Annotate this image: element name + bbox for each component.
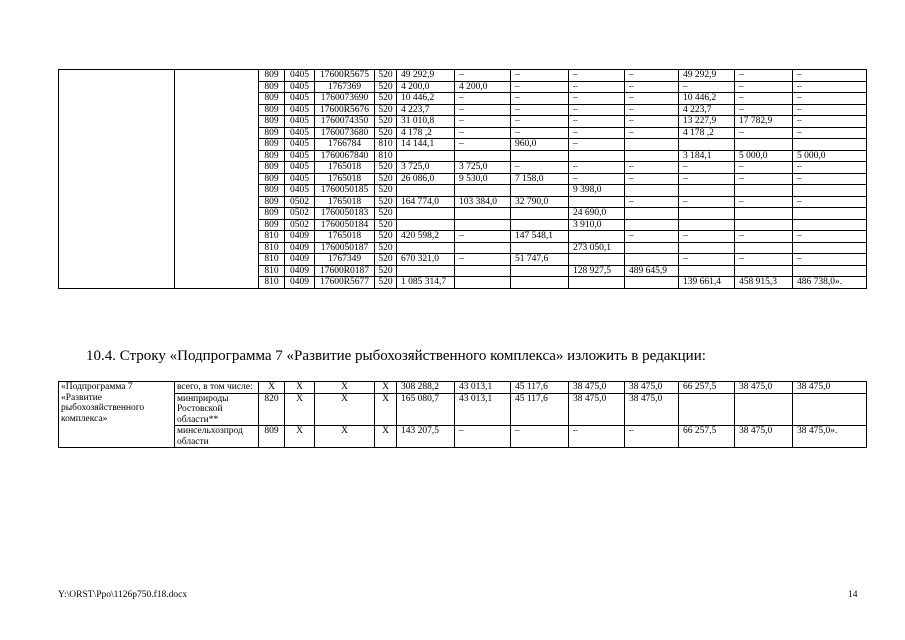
table-cell: [511, 277, 569, 289]
table-cell: –: [511, 93, 569, 105]
table-cell: [735, 219, 793, 231]
table-cell: Х: [285, 426, 315, 448]
table-cell: [735, 242, 793, 254]
table-cell: –: [569, 173, 625, 185]
table-cell: 520: [375, 242, 397, 254]
table-cell: [625, 242, 679, 254]
table-cell: 670 321,0: [397, 254, 455, 266]
table-cell: [735, 185, 793, 197]
executor-cell: [175, 70, 259, 289]
table-cell: 0405: [285, 127, 315, 139]
table-cell: Х: [285, 382, 315, 394]
table-cell: –: [511, 116, 569, 128]
table-cell: [397, 265, 455, 277]
table-cell: [793, 393, 867, 426]
table-cell: 0405: [285, 116, 315, 128]
table-cell: –: [455, 139, 511, 151]
table-cell: 0405: [285, 150, 315, 162]
table-cell: Х: [285, 393, 315, 426]
table-cell: –: [455, 93, 511, 105]
section-heading: 10.4. Строку «Подпрограмма 7 «Развитие рыбохозяйственного комплекса» изложить в редакции:: [86, 348, 706, 364]
table-cell: 164 774,0: [397, 196, 455, 208]
table-cell: –: [735, 162, 793, 174]
table-cell: 809: [259, 219, 285, 231]
table-row: [59, 70, 867, 82]
table-cell: –: [793, 81, 867, 93]
table-cell: 43 013,1: [455, 393, 511, 426]
table-cell: [735, 265, 793, 277]
table-cell: 1 085 314,7: [397, 277, 455, 289]
table-cell: 308 288,2: [397, 382, 455, 394]
table-cell: 17 782,9: [735, 116, 793, 128]
table-cell: 809: [259, 162, 285, 174]
table-cell: 960,0: [511, 139, 569, 151]
table-cell: 4 200,0: [455, 81, 511, 93]
table-cell: 4 223,7: [679, 104, 735, 116]
table-cell: –: [735, 231, 793, 243]
table-cell: 520: [375, 162, 397, 174]
table-cell: 24 690,0: [569, 208, 625, 220]
table-cell: 4 178 ,2: [397, 127, 455, 139]
table-cell: 0502: [285, 219, 315, 231]
page-number: 14: [848, 590, 858, 600]
table-cell: 520: [375, 104, 397, 116]
table-cell: [793, 208, 867, 220]
table-cell: 520: [375, 208, 397, 220]
table-cell: 809: [259, 70, 285, 82]
table-cell: 273 050,1: [569, 242, 625, 254]
table-cell: –: [511, 70, 569, 82]
table-cell: [569, 150, 625, 162]
table-cell: [679, 139, 735, 151]
table-cell: 1765018: [315, 231, 375, 243]
table-cell: 139 661,4: [679, 277, 735, 289]
table-cell: 420 598,2: [397, 231, 455, 243]
table-cell: 520: [375, 81, 397, 93]
table-cell: –: [793, 162, 867, 174]
table-cell: –: [793, 127, 867, 139]
table-cell: –: [569, 81, 625, 93]
table-cell: [735, 208, 793, 220]
table-cell: 0405: [285, 173, 315, 185]
table-cell: 38 475,0: [735, 382, 793, 394]
table-cell: [625, 219, 679, 231]
table-cell: Х: [259, 382, 285, 394]
table-cell: 45 117,6: [511, 382, 569, 394]
table-cell: –: [735, 70, 793, 82]
table-cell: 1760050187: [315, 242, 375, 254]
table-cell: [455, 185, 511, 197]
table-cell: 10 446,2: [397, 93, 455, 105]
table-cell: 51 747,6: [511, 254, 569, 266]
table-cell: [511, 208, 569, 220]
table-cell: –: [569, 116, 625, 128]
table-cell: 143 207,5: [397, 426, 455, 448]
table-cell: –: [679, 173, 735, 185]
table-cell: [679, 208, 735, 220]
table-cell: 520: [375, 70, 397, 82]
table-cell: [625, 150, 679, 162]
table-cell: 810: [375, 139, 397, 151]
table-cell: –: [735, 81, 793, 93]
table-cell: 1766784: [315, 139, 375, 151]
table-cell: [679, 393, 735, 426]
table-cell: 809: [259, 104, 285, 116]
table-cell: 520: [375, 93, 397, 105]
table-cell: [625, 208, 679, 220]
table-cell: Х: [315, 393, 375, 426]
table-cell: [511, 242, 569, 254]
table-cell: 4 223,7: [397, 104, 455, 116]
table-cell: 1760074350: [315, 116, 375, 128]
table-cell: 4 178 ,2: [679, 127, 735, 139]
table-cell: 17600R0187: [315, 265, 375, 277]
table-cell: [397, 219, 455, 231]
table-cell: 3 184,1: [679, 150, 735, 162]
table-cell: 0409: [285, 231, 315, 243]
table-cell: [625, 277, 679, 289]
table-cell: 0405: [285, 70, 315, 82]
table-cell: 809: [259, 185, 285, 197]
table-cell: Х: [375, 382, 397, 394]
table-cell: 0405: [285, 81, 315, 93]
table-cell: [397, 150, 455, 162]
table-cell: 520: [375, 116, 397, 128]
table-cell: 810: [259, 265, 285, 277]
table-cell: 5 000,0: [735, 150, 793, 162]
table-cell: [455, 265, 511, 277]
table-cell: 809: [259, 173, 285, 185]
table-cell: 14 144,1: [397, 139, 455, 151]
table-cell: –: [569, 139, 625, 151]
table-cell: –: [511, 104, 569, 116]
table-row: [59, 393, 867, 426]
table-cell: 0502: [285, 196, 315, 208]
table-cell: 1760050184: [315, 219, 375, 231]
table-cell: 9 530,0: [455, 173, 511, 185]
table-cell: –: [625, 231, 679, 243]
table-cell: [625, 139, 679, 151]
table-cell: 147 548,1: [511, 231, 569, 243]
table-cell: 17600R5677: [315, 277, 375, 289]
table-cell: –: [625, 426, 679, 448]
executor-cell: минприроды Ростовской области**: [175, 393, 259, 426]
table-cell: [511, 185, 569, 197]
executor-cell: минсельхозпрод области: [175, 426, 259, 448]
table-cell: 1760073690: [315, 93, 375, 105]
table-cell: 38 475,0: [569, 393, 625, 426]
table-cell: 520: [375, 185, 397, 197]
footer-file-path: Y:\ORST\Ppo\1126p750.f18.docx: [58, 590, 188, 600]
table-cell: –: [793, 104, 867, 116]
table-cell: [455, 277, 511, 289]
table-cell: [679, 219, 735, 231]
table-cell: 0409: [285, 254, 315, 266]
table-cell: 489 645,9: [625, 265, 679, 277]
table-cell: 0409: [285, 265, 315, 277]
table-cell: 128 927,5: [569, 265, 625, 277]
table-cell: [397, 208, 455, 220]
table-cell: 45 117,6: [511, 393, 569, 426]
table-cell: –: [625, 162, 679, 174]
table-cell: 520: [375, 127, 397, 139]
table-cell: –: [455, 231, 511, 243]
table-cell: –: [793, 70, 867, 82]
table-cell: –: [625, 196, 679, 208]
table-cell: 1765018: [315, 173, 375, 185]
table-cell: –: [455, 254, 511, 266]
table-cell: [793, 139, 867, 151]
table-cell: [569, 254, 625, 266]
table-cell: 0405: [285, 139, 315, 151]
table-cell: 49 292,9: [679, 70, 735, 82]
table-cell: 3 725,0: [397, 162, 455, 174]
table-cell: 520: [375, 219, 397, 231]
table-cell: 38 475,0: [569, 382, 625, 394]
table-cell: 165 080,7: [397, 393, 455, 426]
table-cell: –: [793, 93, 867, 105]
table-cell: –: [679, 254, 735, 266]
table-cell: –: [511, 426, 569, 448]
table-row: [59, 382, 867, 394]
table-cell: –: [679, 81, 735, 93]
subprogram-name-cell: «Подпрограмма 7 «Развитие рыбохозяйственного комплекса»: [59, 382, 175, 448]
table-cell: –: [625, 104, 679, 116]
table-cell: Х: [375, 426, 397, 448]
table-cell: [679, 185, 735, 197]
table-cell: [455, 150, 511, 162]
table-cell: [455, 219, 511, 231]
table-cell: –: [735, 196, 793, 208]
table-cell: 809: [259, 81, 285, 93]
table-cell: –: [793, 231, 867, 243]
table-cell: –: [625, 127, 679, 139]
table-cell: –: [511, 162, 569, 174]
subprogram-table: [58, 381, 867, 448]
table-cell: –: [569, 104, 625, 116]
table-cell: –: [569, 93, 625, 105]
table-cell: –: [793, 173, 867, 185]
table-cell: –: [455, 127, 511, 139]
table-cell: 66 257,5: [679, 426, 735, 448]
table-cell: 810: [259, 231, 285, 243]
table-cell: –: [511, 127, 569, 139]
table-cell: –: [625, 70, 679, 82]
table-cell: Х: [315, 426, 375, 448]
table-cell: –: [455, 104, 511, 116]
table-cell: 10 446,2: [679, 93, 735, 105]
table-cell: 1767349: [315, 254, 375, 266]
table-cell: [397, 242, 455, 254]
table-cell: –: [735, 254, 793, 266]
table-cell: –: [569, 426, 625, 448]
table-cell: 520: [375, 254, 397, 266]
table-cell: 809: [259, 116, 285, 128]
table-cell: –: [735, 173, 793, 185]
table-cell: –: [679, 196, 735, 208]
table-cell: 26 086,0: [397, 173, 455, 185]
table-cell: 3 910,0: [569, 219, 625, 231]
table-cell: [397, 185, 455, 197]
table-cell: 810: [259, 242, 285, 254]
table-cell: 1760050185: [315, 185, 375, 197]
table-cell: 38 475,0: [625, 393, 679, 426]
table-cell: –: [455, 116, 511, 128]
table-cell: 5 000,0: [793, 150, 867, 162]
table-cell: 17600R5675: [315, 70, 375, 82]
table-cell: 66 257,5: [679, 382, 735, 394]
table-cell: 0409: [285, 242, 315, 254]
table-cell: –: [455, 70, 511, 82]
table-cell: 820: [259, 393, 285, 426]
table-cell: –: [735, 127, 793, 139]
table-cell: 809: [259, 93, 285, 105]
table-cell: [569, 196, 625, 208]
table-cell: 7 158,0: [511, 173, 569, 185]
table-cell: [793, 265, 867, 277]
table-cell: [455, 208, 511, 220]
table-cell: 809: [259, 196, 285, 208]
table-cell: 32 790,0: [511, 196, 569, 208]
table-cell: 0405: [285, 185, 315, 197]
table-cell: 1760073680: [315, 127, 375, 139]
table-cell: 458 915,3: [735, 277, 793, 289]
table-cell: 38 475,0».: [793, 426, 867, 448]
table-cell: 38 475,0: [625, 382, 679, 394]
table-cell: –: [679, 231, 735, 243]
table-cell: [455, 242, 511, 254]
table-cell: 1765018: [315, 196, 375, 208]
table-cell: 520: [375, 196, 397, 208]
table-cell: [511, 265, 569, 277]
executor-cell: всего, в том числе:: [175, 382, 259, 394]
table-cell: 0502: [285, 208, 315, 220]
table-cell: –: [625, 93, 679, 105]
table-cell: 520: [375, 231, 397, 243]
table-cell: 1765018: [315, 162, 375, 174]
table-cell: 0409: [285, 277, 315, 289]
table-cell: 0405: [285, 104, 315, 116]
table-cell: –: [569, 162, 625, 174]
table-cell: 809: [259, 139, 285, 151]
table-cell: [625, 254, 679, 266]
table-cell: 810: [375, 150, 397, 162]
table-cell: 486 738,0».: [793, 277, 867, 289]
table-cell: [569, 277, 625, 289]
table-cell: 103 384,0: [455, 196, 511, 208]
table-cell: –: [455, 426, 511, 448]
table-cell: 809: [259, 127, 285, 139]
table-cell: 1760050183: [315, 208, 375, 220]
table-cell: 809: [259, 150, 285, 162]
table-cell: 809: [259, 208, 285, 220]
table-cell: [793, 242, 867, 254]
table-cell: 17600R5676: [315, 104, 375, 116]
table-cell: –: [735, 104, 793, 116]
table-cell: 520: [375, 173, 397, 185]
table-cell: –: [679, 162, 735, 174]
table-cell: [569, 231, 625, 243]
table-cell: –: [793, 196, 867, 208]
table-cell: 38 475,0: [793, 382, 867, 394]
table-cell: 520: [375, 277, 397, 289]
table-cell: 31 010,8: [397, 116, 455, 128]
table-row: [59, 426, 867, 448]
table-cell: [735, 393, 793, 426]
table-cell: 0405: [285, 162, 315, 174]
table-cell: –: [793, 116, 867, 128]
table-cell: 809: [259, 426, 285, 448]
table-cell: –: [569, 127, 625, 139]
table-cell: [511, 219, 569, 231]
table-cell: 810: [259, 277, 285, 289]
table-cell: 1760067840: [315, 150, 375, 162]
table-cell: 13 227,9: [679, 116, 735, 128]
budget-table-continued: [58, 69, 867, 289]
table-cell: [511, 150, 569, 162]
table-cell: –: [735, 93, 793, 105]
table-cell: –: [793, 254, 867, 266]
table-cell: –: [625, 173, 679, 185]
table-cell: [679, 265, 735, 277]
table-cell: 810: [259, 254, 285, 266]
table-cell: [625, 185, 679, 197]
table-cell: [793, 219, 867, 231]
table-cell: 0405: [285, 93, 315, 105]
table-cell: 3 725,0: [455, 162, 511, 174]
table-cell: 1767369: [315, 81, 375, 93]
table-cell: [793, 185, 867, 197]
table-cell: 38 475,0: [735, 426, 793, 448]
table-cell: –: [511, 81, 569, 93]
table-cell: [679, 242, 735, 254]
program-cell: [59, 70, 175, 289]
table-cell: 4 200,0: [397, 81, 455, 93]
table-cell: Х: [375, 393, 397, 426]
table-cell: 9 398,0: [569, 185, 625, 197]
table-cell: 520: [375, 265, 397, 277]
table-cell: 43 013,1: [455, 382, 511, 394]
table-cell: 49 292,9: [397, 70, 455, 82]
table-cell: –: [625, 116, 679, 128]
table-cell: –: [569, 70, 625, 82]
table-cell: –: [625, 81, 679, 93]
table-cell: Х: [315, 382, 375, 394]
table-cell: [735, 139, 793, 151]
